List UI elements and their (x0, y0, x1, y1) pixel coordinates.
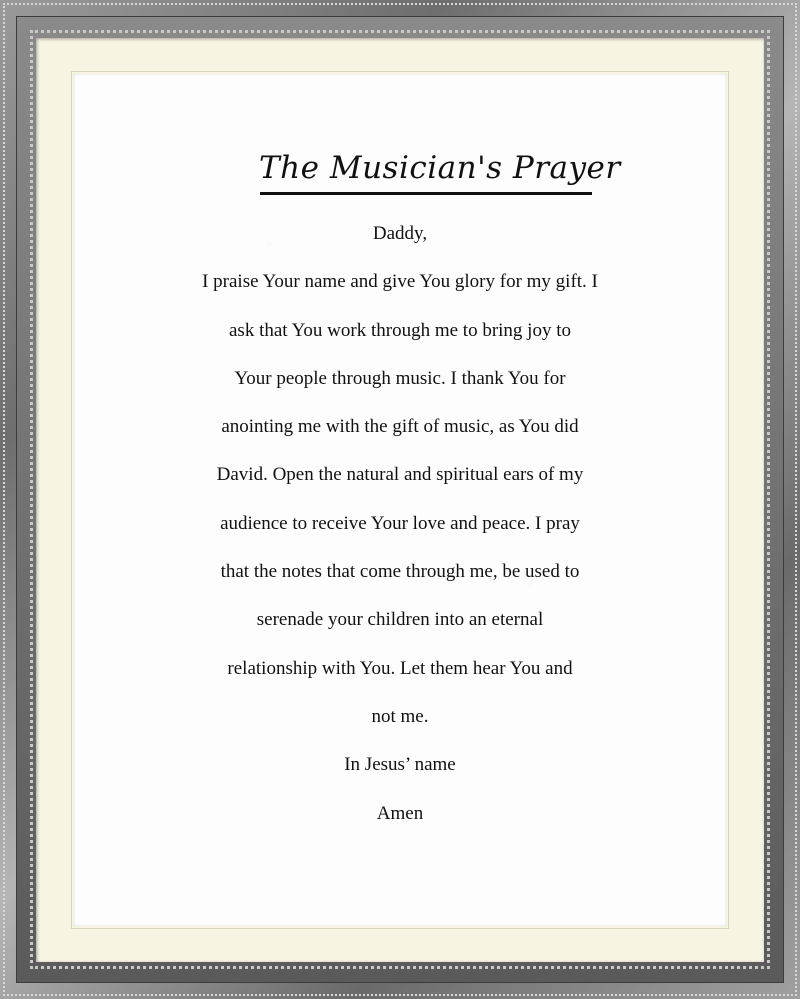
prayer-line: Your people through music. I thank You for (234, 367, 566, 389)
title-underline (260, 192, 592, 195)
prayer-line: David. Open the natural and spiritual ears of my (216, 464, 584, 486)
prayer-line: that the notes that come through me, be used to (220, 561, 580, 583)
prayer-line: serenade your children into an eternal (256, 609, 544, 631)
prayer-line: not me. (371, 705, 429, 727)
prayer-line: I praise Your name and give You glory for my gift. I (202, 271, 598, 293)
salutation: Daddy, (372, 223, 428, 244)
signoff: Amen (376, 802, 424, 824)
prayer-line: ask that You work through me to bring joy to (229, 319, 571, 341)
prayer-line: anointing me with the gift of music, as You did (221, 416, 579, 438)
prayer-line: relationship with You. Let them hear You and (227, 657, 573, 679)
prayer-line: audience to receive Your love and peace. I pray (220, 512, 580, 534)
closing: In Jesus’ name (344, 754, 456, 776)
document-title: The Musician's Prayer (259, 150, 621, 186)
prayer-body (100, 210, 700, 838)
